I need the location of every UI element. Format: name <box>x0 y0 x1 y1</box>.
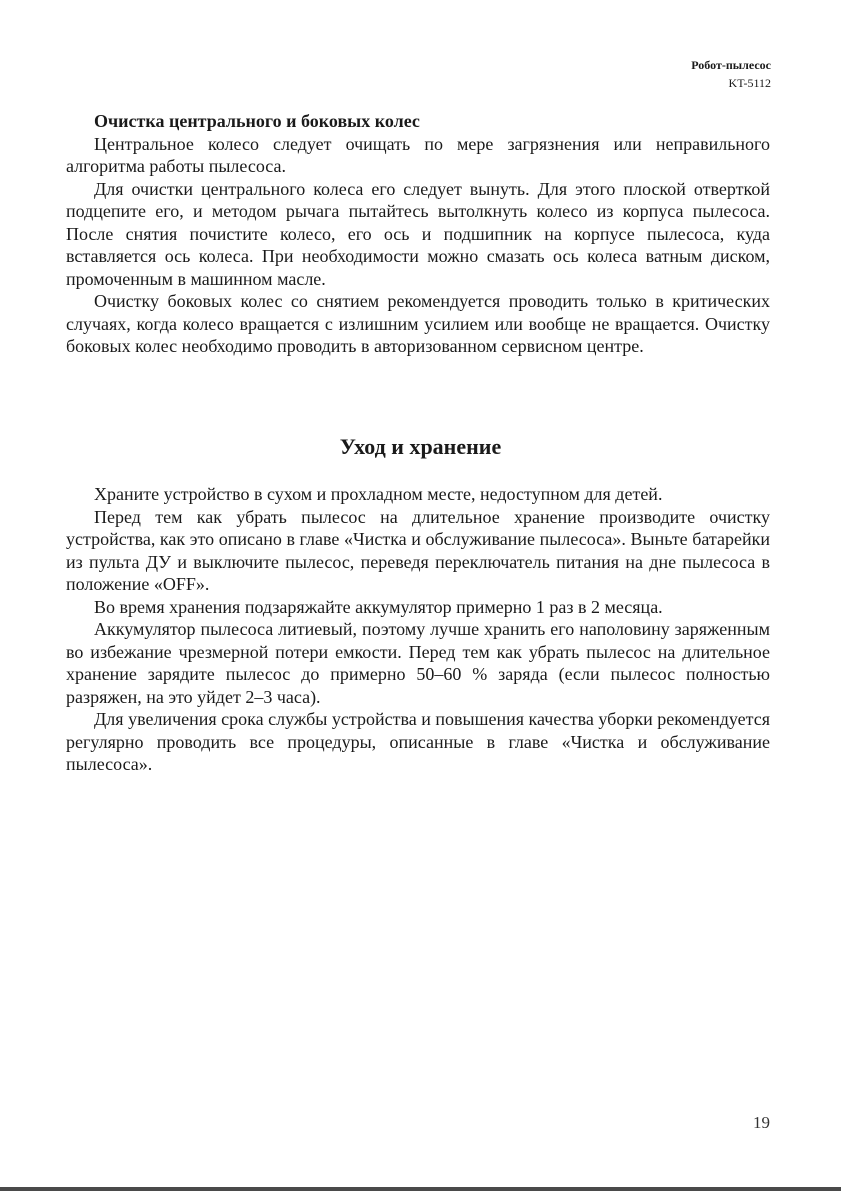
paragraph: Центральное колесо следует очищать по мере загрязнения или неправильного алгоритма работы пылесоса. <box>66 133 770 176</box>
section-heading: Очистка центрального и боковых колес <box>94 111 420 131</box>
running-header <box>691 56 771 92</box>
section-wheel-cleaning <box>66 110 770 358</box>
section-care-storage <box>66 483 770 776</box>
paragraph: Для очистки центрального колеса его следует вынуть. Для этого плоской отверткой подцепите его, и методом рычага пытайтесь вытолкнуть колесо из корпуса пылесоса. После снятия почистите колесо, его ось и подшипник на корпусе пылесоса, куда вставляется ось колеса. При необходимости можно смазать ось колеса ватным диском, промоченным в машинном масле. <box>66 178 770 289</box>
paragraph: Для увеличения срока службы устройства и повышения качества уборки рекомендуется регулярно проводить все процедуры, описанные в главе «Чистка и обслуживание пылесоса». <box>66 709 770 774</box>
bottom-border-line <box>0 1187 841 1191</box>
paragraph: Очистку боковых колес со снятием рекомендуется проводить только в критических случаях, когда колесо вращается с излишним усилием или вообще не вращается. Очистку боковых колес необходимо проводить в авторизованном сервисном центре. <box>66 291 770 356</box>
main-heading-care-storage: Уход и хранение <box>339 434 502 459</box>
paragraph: Перед тем как убрать пылесос на длительное хранение производите очистку устройства, как это описано в главе «Чистка и обслуживание пылесоса». Выньте батарейки из пульта ДУ и выключите пылесос, переведя переключатель питания на дне пылесоса в положение «OFF». <box>66 506 770 594</box>
paragraph: Во время хранения подзаряжайте аккумулятор примерно 1 раз в 2 месяца. <box>94 596 663 617</box>
paragraph: Аккумулятор пылесоса литиевый, поэтому лучше хранить его наполовину заряженным во избежание чрезмерной потери емкости. Перед тем как убрать пылесос на длительное хранение зарядите пылесос до примерно 50–60 % заряда (если пылесос полностью разряжен, на это уйдет 2–3 часа). <box>66 619 770 707</box>
paragraph: Храните устройство в сухом и прохладном месте, недоступном для детей. <box>94 484 663 504</box>
page-number: 19 <box>753 1113 770 1132</box>
header-model-number: KT-5112 <box>728 76 771 90</box>
header-product-title: Робот-пылесос <box>691 58 771 72</box>
